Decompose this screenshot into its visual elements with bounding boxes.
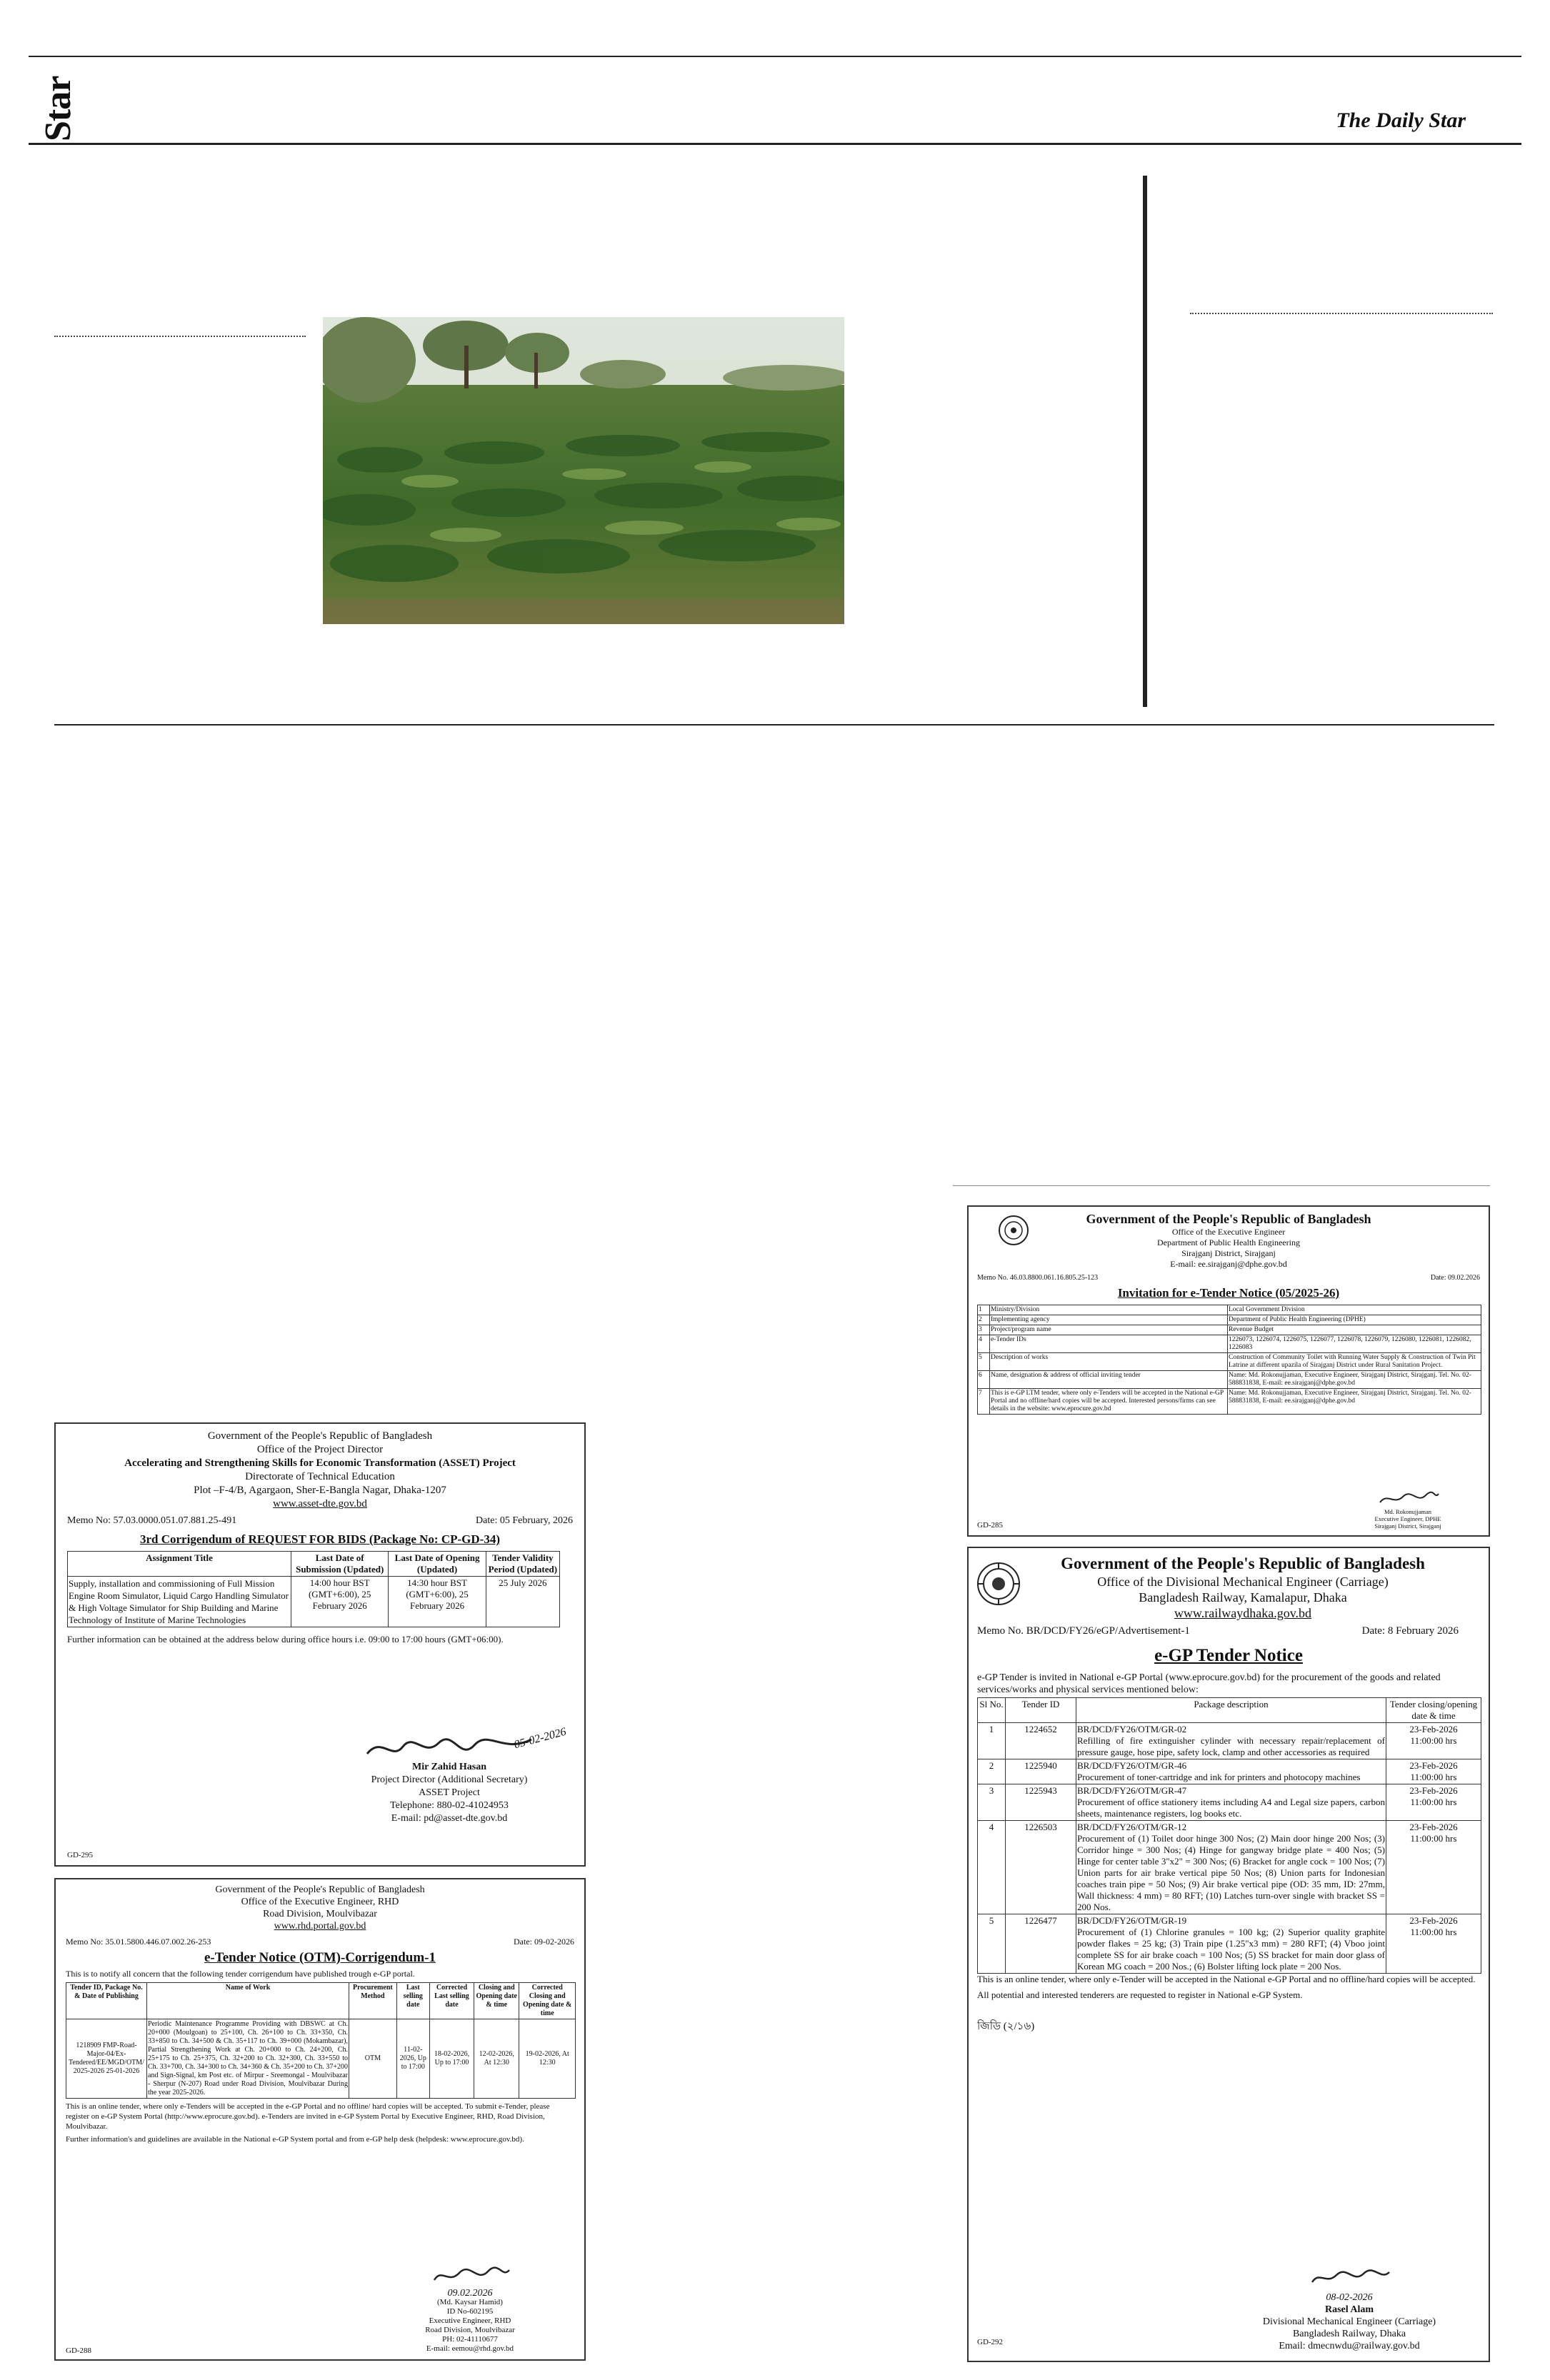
table-cell: 19-02-2026, At 12:30 bbox=[519, 2019, 576, 2099]
sl-cell: 3 bbox=[978, 1784, 1006, 1821]
package-cell bbox=[1076, 1821, 1386, 1914]
gd-code: GD-285 bbox=[977, 1521, 1004, 1530]
website-link[interactable]: www.railwaydhaka.gov.bd bbox=[1174, 1606, 1312, 1620]
date-cell bbox=[1386, 1784, 1481, 1821]
col-header: Last Date of Opening (Updated) bbox=[389, 1552, 486, 1577]
gd-code: GD-288 bbox=[66, 2346, 92, 2355]
dphe-table bbox=[977, 1305, 1481, 1415]
ad-title: e-Tender Notice (OTM)-Corrigendum-1 bbox=[204, 1950, 436, 1965]
table-cell: 25 July 2026 bbox=[486, 1577, 559, 1627]
sl-cell: 1 bbox=[978, 1723, 1006, 1759]
col-header: Name of Work bbox=[147, 1983, 349, 2019]
col-header: Corrected Closing and Opening date & time bbox=[519, 1983, 576, 2019]
gd-code: GD-295 bbox=[67, 1851, 94, 1859]
package-desc: Procurement of (1) Toilet door hinge 300 Nos; (2) Main door hinge 200 Nos; (3) Corridor hinge = 300 Nos; (4) Hinge for gangway bridge plate = 400 Nos; (5) Hinge for center table 3"x2" = 300 Nos; (6) Bracket for angle cock = 100 Nos; (7) Union parts for air brake vertical pipe 50 Nos; (8) Union parts for Indonesian coaches train pipe = 50 Nos; (9) Air brake vertical pipe (OD: 35 mm, ID: 27mm, Wall thickness: 4 mm) = 80 RFT; (10) Latches turn-over single with bracket SS = 200 Nos. bbox=[1077, 1833, 1385, 1912]
office-line: Office of the Project Director bbox=[256, 1444, 384, 1455]
col-header: Tender ID bbox=[1006, 1698, 1076, 1723]
row-no: 5 bbox=[978, 1353, 990, 1371]
date-cell bbox=[1386, 1914, 1481, 1974]
website-link[interactable]: www.asset-dte.gov.bd bbox=[273, 1498, 367, 1510]
website-link[interactable]: www.rhd.portal.gov.bd bbox=[274, 1921, 366, 1932]
note-register: All potential and interested tenderers are requested to register in National e-GP System. bbox=[977, 1989, 1303, 2000]
division: Road Division, Moulvibazar bbox=[263, 1909, 377, 1919]
tender-id-cell: 1225940 bbox=[1006, 1759, 1076, 1784]
signer-name: (Md. Kaysar Hamid) bbox=[437, 2298, 503, 2306]
closing-time: 11:00:00 hrs bbox=[1410, 1735, 1457, 1746]
col-header: Tender Validity Period (Updated) bbox=[486, 1552, 559, 1577]
package-code: BR/DCD/FY26/OTM/GR-47 bbox=[1077, 1785, 1187, 1796]
left-dotted-rule bbox=[54, 336, 306, 337]
ad-title: 3rd Corrigendum of REQUEST FOR BIDS (Package No: CP-GD-34) bbox=[139, 1532, 500, 1546]
memo-no: Memo No. BR/DCD/FY26/eGP/Advertisement-1 bbox=[977, 1625, 1190, 1637]
table-cell: 14:30 hour BST (GMT+6:00), 25 February 2026 bbox=[389, 1577, 486, 1627]
tobacco-field-photo bbox=[323, 317, 844, 624]
signer-designation: Project Director (Additional Secretary) bbox=[371, 1774, 528, 1785]
tender-id-cell: 1226503 bbox=[1006, 1821, 1076, 1914]
office-line: Office of the Executive Engineer, RHD bbox=[241, 1897, 399, 1907]
table-cell: 18-02-2026, Up to 17:00 bbox=[429, 2019, 474, 2099]
col-header: Tender ID, Package No. & Date of Publishing bbox=[66, 1983, 147, 2019]
address: Plot –F-4/B, Agargaon, Sher-E-Bangla Nagar, Dhaka-1207 bbox=[194, 1485, 446, 1496]
closing-date: 23-Feb-2026 bbox=[1409, 1822, 1458, 1832]
asset-tender-ad bbox=[54, 1422, 586, 1867]
package-cell bbox=[1076, 1723, 1386, 1759]
office-line: Office of the Executive Engineer bbox=[1171, 1227, 1286, 1237]
row-label: e-Tender IDs bbox=[990, 1335, 1228, 1353]
col-header: Closing and Opening date & time bbox=[474, 1983, 519, 2019]
row-label: Ministry/Division bbox=[990, 1305, 1228, 1315]
row-label: Implementing agency bbox=[990, 1315, 1228, 1325]
memo-date: Date: 8 February 2026 bbox=[1361, 1625, 1459, 1637]
office-line: Office of the Divisional Mechanical Engineer (Carriage) bbox=[1097, 1575, 1389, 1589]
sign-date: 09.02.2026 bbox=[447, 2288, 493, 2299]
column-divider-vertical bbox=[1143, 176, 1147, 707]
table-row bbox=[978, 1759, 1481, 1784]
gov-heading: Government of the People's Republic of Bangladesh bbox=[207, 1430, 433, 1442]
ad-title: e-GP Tender Notice bbox=[1154, 1646, 1303, 1665]
ad-top-rule bbox=[953, 1185, 1490, 1186]
rhd-tender-ad bbox=[54, 1878, 586, 2361]
top-rule bbox=[29, 56, 1521, 57]
tender-id-cell: 1226477 bbox=[1006, 1914, 1076, 1974]
date-cell bbox=[1386, 1821, 1481, 1914]
memo-date: Date: 09-02-2026 bbox=[514, 1937, 574, 1947]
signer-designation: Executive Engineer, DPHE bbox=[1374, 1515, 1441, 1522]
tender-id-cell: 1225943 bbox=[1006, 1784, 1076, 1821]
intro: e-GP Tender is invited in National e-GP Portal (www.eprocure.gov.bd) for the procurement of the goods and related services/works and physical services mentioned below: bbox=[977, 1672, 1441, 1695]
star-logo-left: Star bbox=[38, 76, 79, 141]
row-label: Name, designation & address of official inviting tender bbox=[990, 1371, 1228, 1389]
row-value: Local Government Division bbox=[1228, 1305, 1481, 1315]
row-value: 1226073, 1226074, 1226075, 1226077, 1226078, 1226079, 1226080, 1226081, 1226082, 1226083 bbox=[1228, 1335, 1481, 1353]
signer-division: Road Division, Moulvibazar bbox=[425, 2326, 515, 2334]
closing-time: 11:00:00 hrs bbox=[1410, 1927, 1457, 1937]
col-header: Sl No. bbox=[978, 1698, 1006, 1723]
package-code: BR/DCD/FY26/OTM/GR-19 bbox=[1077, 1915, 1187, 1926]
row-no: 2 bbox=[978, 1315, 990, 1325]
row-no: 3 bbox=[978, 1325, 990, 1335]
package-code: BR/DCD/FY26/OTM/GR-12 bbox=[1077, 1822, 1187, 1832]
closing-time: 11:00:00 hrs bbox=[1410, 1797, 1457, 1807]
railway-emblem-icon bbox=[976, 1561, 1021, 1607]
email[interactable]: E-mail: pd@asset-dte.gov.bd bbox=[391, 1813, 508, 1824]
gov-heading: Government of the People's Republic of Bangladesh bbox=[1061, 1555, 1425, 1572]
railway-table bbox=[977, 1697, 1481, 1974]
department: Department of Public Health Engineering bbox=[1157, 1237, 1300, 1247]
signer-designation: Divisional Mechanical Engineer (Carriage) bbox=[1262, 2316, 1436, 2327]
sl-cell: 4 bbox=[978, 1821, 1006, 1914]
signer-id: ID No-602195 bbox=[446, 2307, 494, 2316]
signature bbox=[1376, 1490, 1440, 1507]
table-cell: Supply, installation and commissioning of Full Mission Engine Room Simulator, Liquid Cargo Handling Simulator & High Voltage Simulator for Ship Building and Marine Technology of Institute of Marine Technologies bbox=[68, 1577, 291, 1627]
package-desc: Refilling of fire extinguisher cylinder with necessary repair/replacement of pressure gauge, hose pipe, safety lock, clamp and other accessories as required bbox=[1077, 1735, 1385, 1757]
intro: This is to notify all concern that the following tender corrigendum have published trough e-GP portal. bbox=[66, 1969, 415, 1979]
package-cell bbox=[1076, 1784, 1386, 1821]
date-cell bbox=[1386, 1759, 1481, 1784]
note-online: This is an online tender, where only e-Tender will be accepted in the National e-GP Portal and no offline/hard copies will be accepted. bbox=[977, 1974, 1476, 1984]
signature bbox=[1306, 2266, 1392, 2288]
government-seal-icon bbox=[997, 1214, 1030, 1247]
sign-date: 08-02-2026 bbox=[1326, 2292, 1373, 2303]
daily-star-logo: The Daily Star bbox=[1336, 109, 1466, 132]
closing-time: 11:00:00 hrs bbox=[1410, 1833, 1457, 1844]
sl-cell: 2 bbox=[978, 1759, 1006, 1784]
ad-title: Invitation for e-Tender Notice (05/2025-26) bbox=[1117, 1286, 1340, 1300]
table-cell: 14:00 hour BST (GMT+6:00), 25 February 2026 bbox=[291, 1577, 389, 1627]
note-further: Further information's and guidelines are available in the National e-GP System portal and from e-GP help desk (helpdesk: www.eprocure.gov.bd). bbox=[66, 2135, 524, 2144]
package-cell bbox=[1076, 1759, 1386, 1784]
row-value: Name: Md. Rokonujjaman, Executive Engineer, Sirajganj District, Sirajganj. Tel. No. 02-588831838, E-mail: ee.sirajganj@dphe.gov.bd bbox=[1228, 1371, 1481, 1389]
table-row bbox=[978, 1723, 1481, 1759]
rhd-table bbox=[66, 1982, 576, 2099]
col-header: Corrected Last selling date bbox=[429, 1983, 474, 2019]
directorate: Directorate of Technical Education bbox=[245, 1471, 395, 1482]
package-cell bbox=[1076, 1914, 1386, 1974]
table-row bbox=[978, 1784, 1481, 1821]
package-code: BR/DCD/FY26/OTM/GR-02 bbox=[1077, 1724, 1187, 1734]
signer-designation: Executive Engineer, RHD bbox=[429, 2316, 511, 2325]
memo-date: Date: 09.02.2026 bbox=[1430, 1274, 1480, 1282]
signer-district: Sirajganj District, Sirajganj bbox=[1374, 1522, 1441, 1530]
row-label: Description of works bbox=[990, 1353, 1228, 1371]
package-desc: Procurement of office stationery items including A4 and Legal size papers, carbon sheets, maintenance registers, log books etc. bbox=[1077, 1797, 1385, 1819]
gov-heading: Government of the People's Republic of Bangladesh bbox=[1086, 1212, 1371, 1226]
col-header: Last Date of Submission (Updated) bbox=[291, 1552, 389, 1577]
signer-name: Rasel Alam bbox=[1324, 2304, 1374, 2315]
date-cell bbox=[1386, 1723, 1481, 1759]
email[interactable]: E-mail: eemou@rhd.gov.bd bbox=[426, 2344, 514, 2353]
package-desc: Procurement of toner-cartridge and ink for printers and photocopy machines bbox=[1077, 1772, 1361, 1782]
memo-no: Memo No: 57.03.0000.051.07.881.25-491 bbox=[67, 1515, 237, 1526]
table-row bbox=[978, 1821, 1481, 1914]
signature bbox=[427, 2264, 513, 2286]
col-header: Tender closing/opening date & time bbox=[1386, 1698, 1481, 1723]
row-value: Construction of Community Toilet with Running Water Supply & Construction of Twin Pit Latrine at different upazila of Sirajganj District under Rural Sanitation Project. bbox=[1228, 1353, 1481, 1371]
tender-id-cell: 1224652 bbox=[1006, 1723, 1076, 1759]
table-cell: 1218909 FMP-Road-Major-04/Ex-Tendered/EE/MGD/OTM/ 2025-2026 25-01-2026 bbox=[66, 2019, 147, 2099]
memo-date: Date: 05 February, 2026 bbox=[476, 1515, 573, 1526]
table-row bbox=[978, 1914, 1481, 1974]
table-cell: 12-02-2026, At 12:30 bbox=[474, 2019, 519, 2099]
org-line: Bangladesh Railway, Kamalapur, Dhaka bbox=[1139, 1590, 1347, 1605]
masthead-bottom-rule bbox=[29, 143, 1521, 145]
dphe-tender-ad bbox=[967, 1205, 1490, 1537]
memo-no: Memo No: 35.01.5800.446.07.002.26-253 bbox=[66, 1937, 211, 1947]
bn-code: জিডি (২/১৬) bbox=[977, 2021, 1035, 2032]
right-dotted-rule bbox=[1190, 313, 1493, 314]
email[interactable]: Email: dmecnwdu@railway.gov.bd bbox=[1279, 2341, 1420, 2351]
row-label: This is e-GP LTM tender, where only e-Tenders will be accepted in the National e-GP Portal and no offline/hard copies will be accepted. Interested persons/firms can see details in the website: www.eprocure.gov.bd bbox=[990, 1389, 1228, 1415]
gov-heading: Government of the People's Republic of Bangladesh bbox=[215, 1884, 425, 1895]
row-value: Name: Md. Rokonujjaman, Executive Engineer, Sirajganj District, Sirajganj. Tel. No. 02-588831838, E-mail: ee.sirajganj@dphe.gov.bd bbox=[1228, 1389, 1481, 1415]
closing-date: 23-Feb-2026 bbox=[1409, 1915, 1458, 1926]
note-online: This is an online tender, where only e-Tenders will be accepted in the e-GP Portal and no offline/ hard copies will be accepted. To submit e-Tender, please register on e-GP System Portal (http://www.eprocure.gov.bd). e-Tenders are invited in e-GP System Portal by Executive Engineer, RHD, Road Division, Moulvibazar. bbox=[66, 2102, 550, 2131]
further-info: Further information can be obtained at the address below during office hours i.e. 09:00 to 17:00 hours (GMT+06:00). bbox=[67, 1634, 504, 1645]
closing-date: 23-Feb-2026 bbox=[1409, 1760, 1458, 1771]
phone: PH: 02-41110677 bbox=[442, 2335, 498, 2344]
closing-date: 23-Feb-2026 bbox=[1409, 1785, 1458, 1796]
telephone: Telephone: 880-02-41024953 bbox=[390, 1800, 509, 1811]
row-no: 6 bbox=[978, 1371, 990, 1389]
row-value: Department of Public Health Engineering (DPHE) bbox=[1228, 1315, 1481, 1325]
signer-org: Bangladesh Railway, Dhaka bbox=[1292, 2329, 1406, 2339]
row-label: Project/program name bbox=[990, 1325, 1228, 1335]
package-code: BR/DCD/FY26/OTM/GR-46 bbox=[1077, 1760, 1187, 1771]
signer-project: ASSET Project bbox=[419, 1787, 480, 1798]
gd-code: GD-292 bbox=[977, 2338, 1004, 2346]
col-header: Procurement Method bbox=[349, 1983, 397, 2019]
col-header: Last selling date bbox=[396, 1983, 429, 2019]
project-name: Accelerating and Strengthening Skills for Economic Transformation (ASSET) Project bbox=[124, 1457, 516, 1469]
sl-cell: 5 bbox=[978, 1914, 1006, 1974]
asset-table bbox=[67, 1551, 560, 1627]
row-no: 1 bbox=[978, 1305, 990, 1315]
package-desc: Procurement of (1) Chlorine granules = 100 kg; (2) Superior quality graphite powder flakes = 25 kg; (3) Train pipe (1.25"x3 mm) = 280 RFT; (4) Vboo joint complete SS for air brake coach = 100 Nos; (5) SS bracket for main door glass of Korean MG coach = 200 Nos.; (6) Bolster lifting lock plate = 200 Nos. bbox=[1077, 1927, 1385, 1972]
section-divider bbox=[54, 724, 1494, 725]
district: Sirajganj District, Sirajganj bbox=[1181, 1248, 1276, 1258]
col-header: Assignment Title bbox=[68, 1552, 291, 1577]
signer-name: Mir Zahid Hasan bbox=[412, 1762, 486, 1772]
memo-no: Memo No. 46.03.8800.061.16.805.25-123 bbox=[977, 1274, 1099, 1282]
closing-time: 11:00:00 hrs bbox=[1410, 1772, 1457, 1782]
row-value: Revenue Budget bbox=[1228, 1325, 1481, 1335]
email-line[interactable]: E-mail: ee.sirajganj@dphe.gov.bd bbox=[1170, 1259, 1287, 1269]
table-cell: OTM bbox=[349, 2019, 397, 2099]
sign-date: 05-02-2026 bbox=[513, 1725, 568, 1752]
closing-date: 23-Feb-2026 bbox=[1409, 1724, 1458, 1734]
table-cell: 11-02-2026, Up to 17:00 bbox=[396, 2019, 429, 2099]
railway-tender-ad bbox=[967, 1547, 1490, 2362]
col-header: Package description bbox=[1076, 1698, 1386, 1723]
row-no: 7 bbox=[978, 1389, 990, 1415]
table-cell: Periodic Maintenance Programme Providing with DBSWC at Ch. 20+000 (Moulgoan) to 25+100, Ch. 26+100 to Ch. 33+350, Ch. 33+850 to Ch. 34+500 & Ch. 35+117 to Ch. 39+000 (Mokambazar), Partial Strengthening Work at Ch. 20+000 to Ch. 24+200, Ch. 25+175 to Ch. 25+375, Ch. 32+200 to Ch. 32+300, Ch. 33+550 to Ch. 33+700, Ch. 34+300 to Ch. 34+360 & Ch. 35+200 to Ch. 37+200 and Sign-Signal, km Post etc. of Mirpur - Sreemongal - Moulvibazar - Sherpur (N-207) Road under Road Division, Moulvibazar During the year 2025-2026. bbox=[147, 2019, 349, 2099]
row-no: 4 bbox=[978, 1335, 990, 1353]
signer-name: Md. Rokonujjaman bbox=[1384, 1508, 1432, 1515]
